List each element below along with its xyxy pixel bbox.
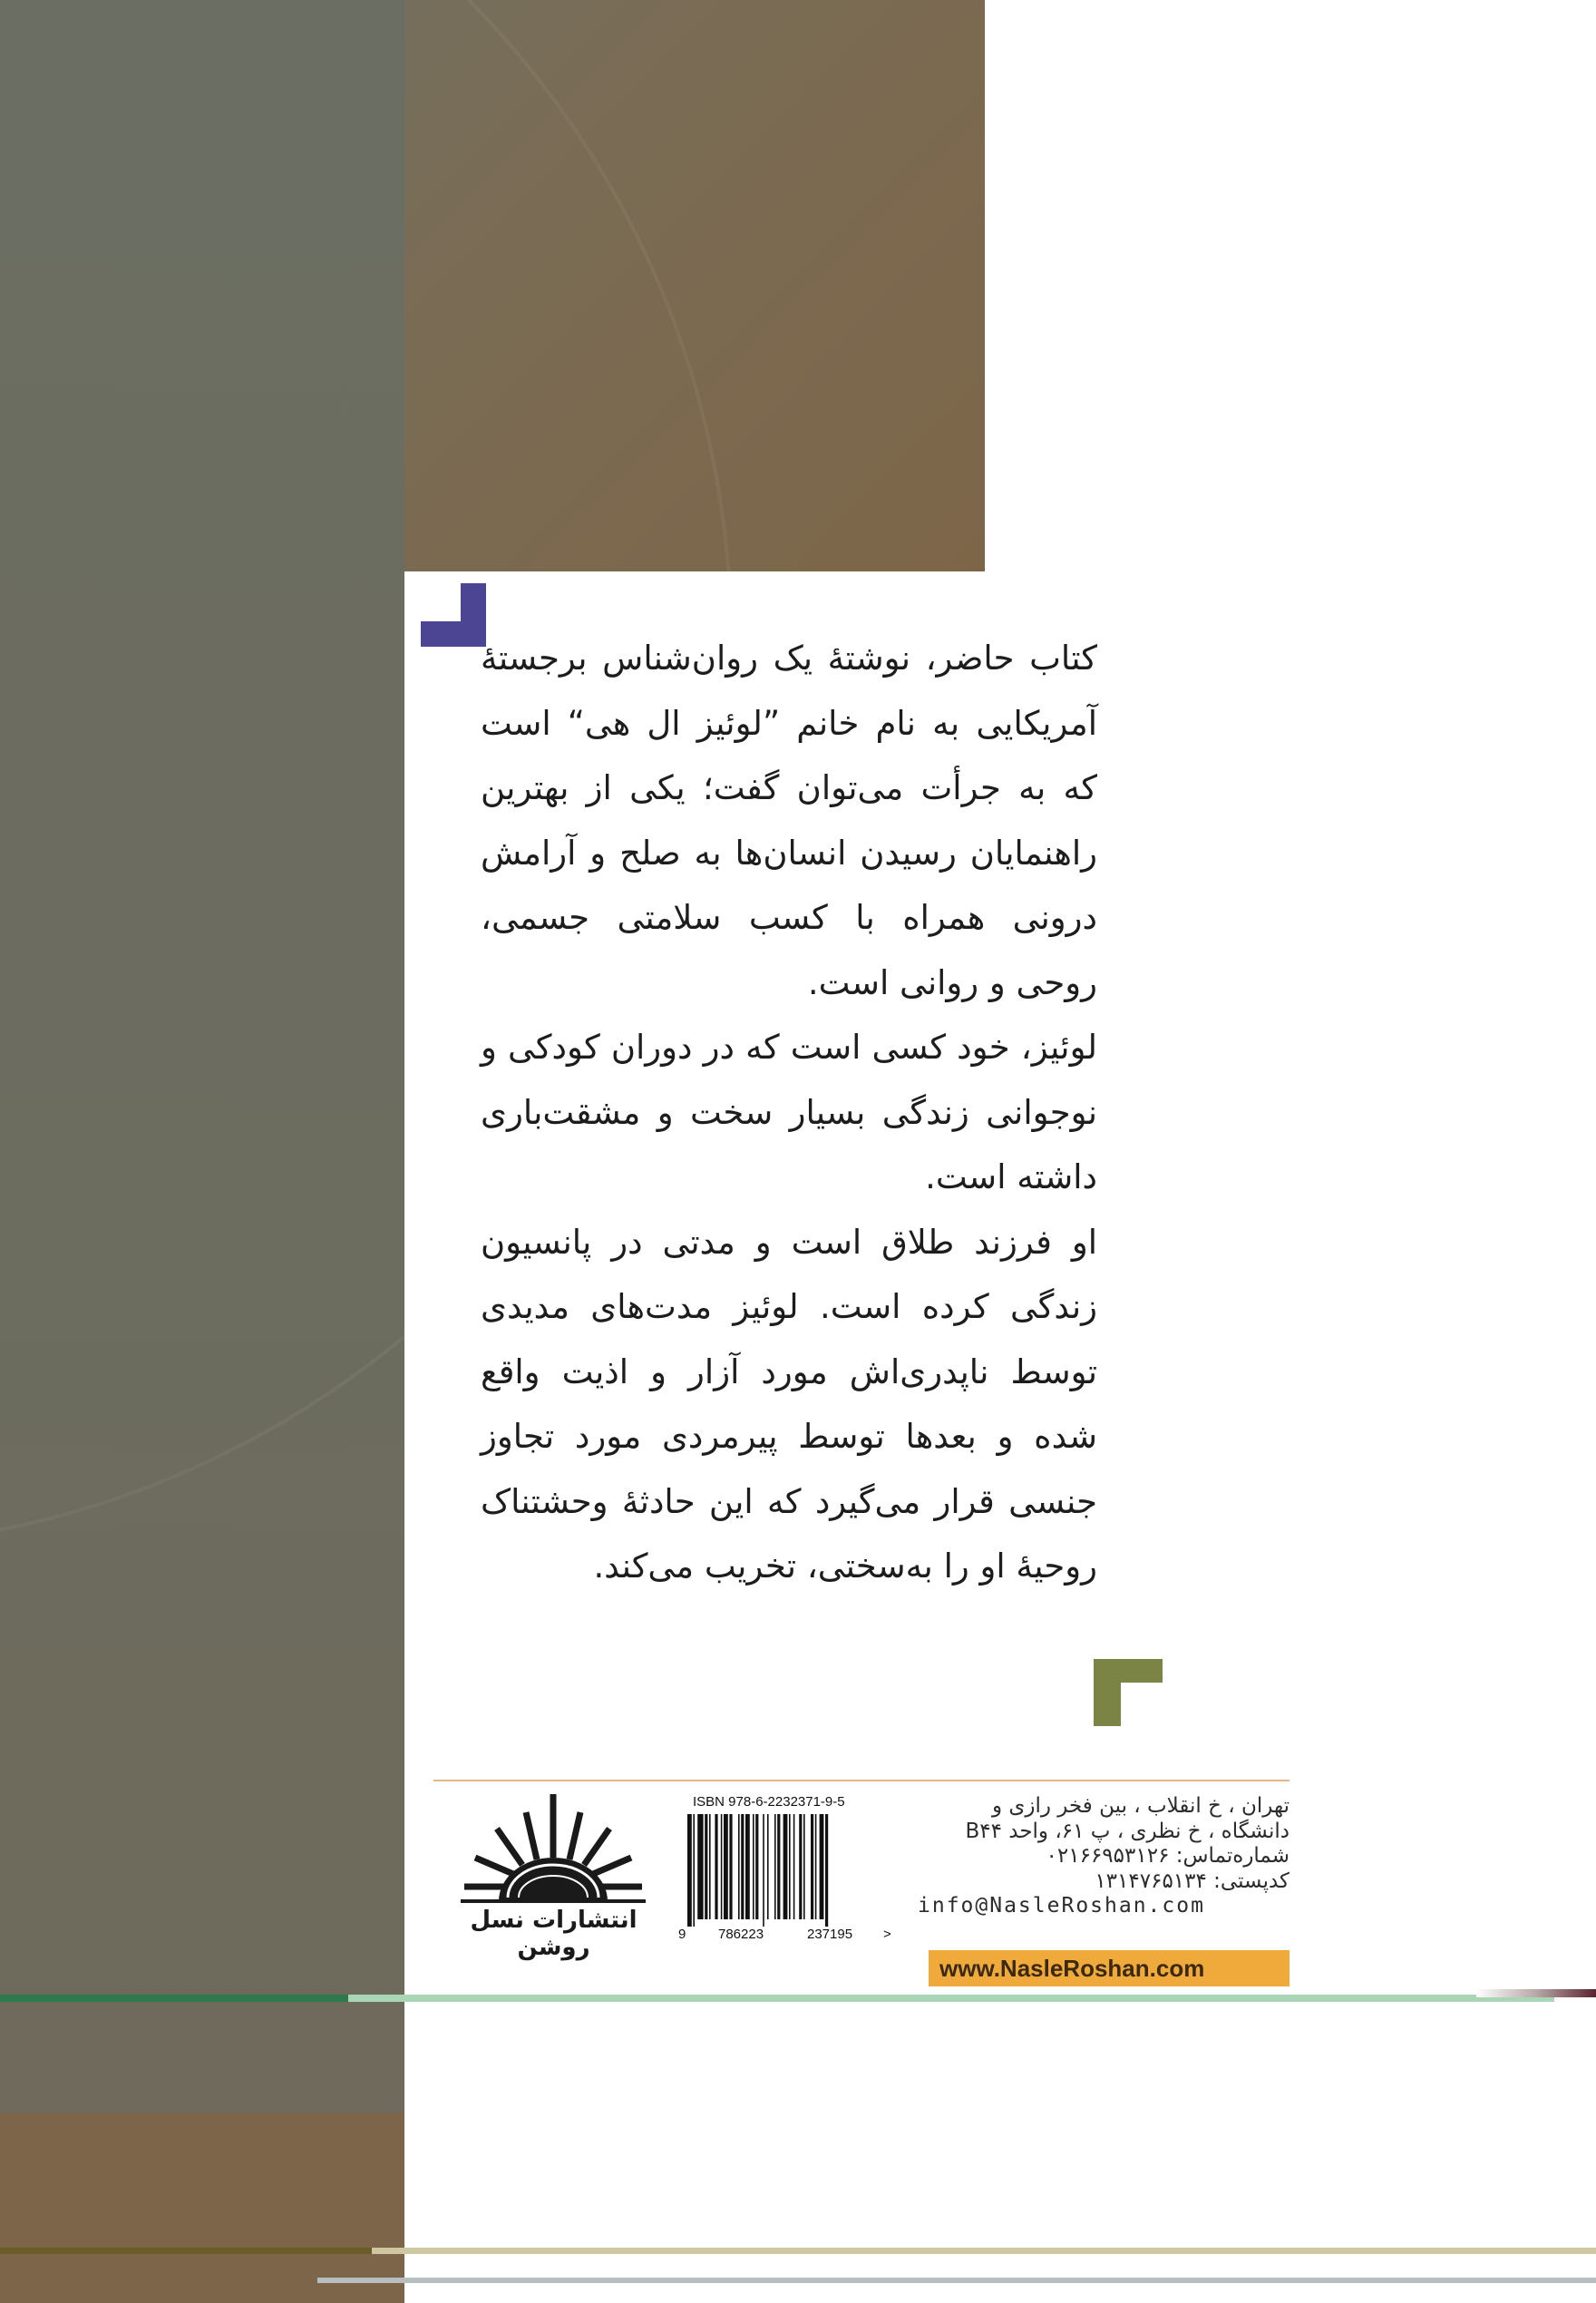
- back-cover-blurb: [481, 626, 1097, 1599]
- blurb-paragraph-1: کتاب حاضر، نوشتهٔ یک روان‌شناس برجستهٔ آمریکایی به نام خانم ”لوئیز ال هی“ است که به جرأت می‌توان گفت؛ یکی از بهترین راهنمایان رسیدن انسان‌ها به صلح و آرامش درونی همراه با کسب سلامتی جسمی، روحی و روانی است.: [481, 639, 1097, 1002]
- barcode-digit-lead: 9: [678, 1927, 686, 1942]
- blurb-paragraph-3: او فرزند طلاق است و مدتی در پانسیون زندگی کرده است. لوئیز مدت‌های مدیدی توسط ناپدری‌اش مورد آزار و اذیت واقع شده و بعدها توسط پیرمردی مورد تجاوز جنسی قرار می‌گیرد که این حادثهٔ وحشتناک روحیهٔ او را به‌سختی، تخریب می‌کند.: [481, 1222, 1097, 1586]
- isbn-label: ISBN 978-6-2232371-9-5: [693, 1794, 845, 1810]
- email-address[interactable]: info@NasleRoshan.com: [918, 1894, 1205, 1918]
- stripe-green-light: [348, 1995, 1554, 2002]
- postal-code: کدپستی: ۱۳۱۴۷۶۵۱۳۴: [1095, 1869, 1289, 1893]
- stripe-olive-light: [372, 2248, 1596, 2254]
- isbn-barcode: [682, 1794, 887, 1947]
- barcode-digit-tail: >: [883, 1927, 891, 1942]
- address-line-2: دانشگاه ، خ نظری ، پ ۶۱، واحد B۴۴: [965, 1819, 1289, 1843]
- stripe-olive-dark: [0, 2248, 372, 2254]
- website-link[interactable]: www.NasleRoshan.com: [929, 1950, 1289, 1986]
- publisher-name: انتشارات نسل روشن: [470, 1907, 637, 1961]
- stripe-gray-bottom: [317, 2278, 1596, 2283]
- publisher-contact: [918, 1794, 1289, 1919]
- phone-number: شماره‌تماس: ۰۲۱۶۶۹۵۳۱۲۶: [1046, 1844, 1289, 1868]
- barcode-digits-right: 237195: [807, 1927, 853, 1942]
- corner-bracket-top-left: [421, 583, 486, 647]
- stripe-end-fade: [1476, 1989, 1596, 1997]
- corner-bracket-bottom-right: [1094, 1659, 1163, 1726]
- footer-divider: [433, 1780, 1289, 1781]
- stripe-green-dark: [0, 1995, 348, 2002]
- barcode-digits-left: 786223: [718, 1927, 764, 1942]
- address-line-1: تهران ، خ انقلاب ، بین فخر رازی و: [991, 1794, 1289, 1818]
- cover-background-left: [0, 0, 404, 2113]
- cover-background-bottom-left: [0, 2113, 404, 2303]
- blurb-paragraph-2: لوئیز، خود کسی است که در دوران کودکی و نوجوانی زندگی بسیار سخت و مشقت‌باری داشته است.: [481, 1028, 1097, 1196]
